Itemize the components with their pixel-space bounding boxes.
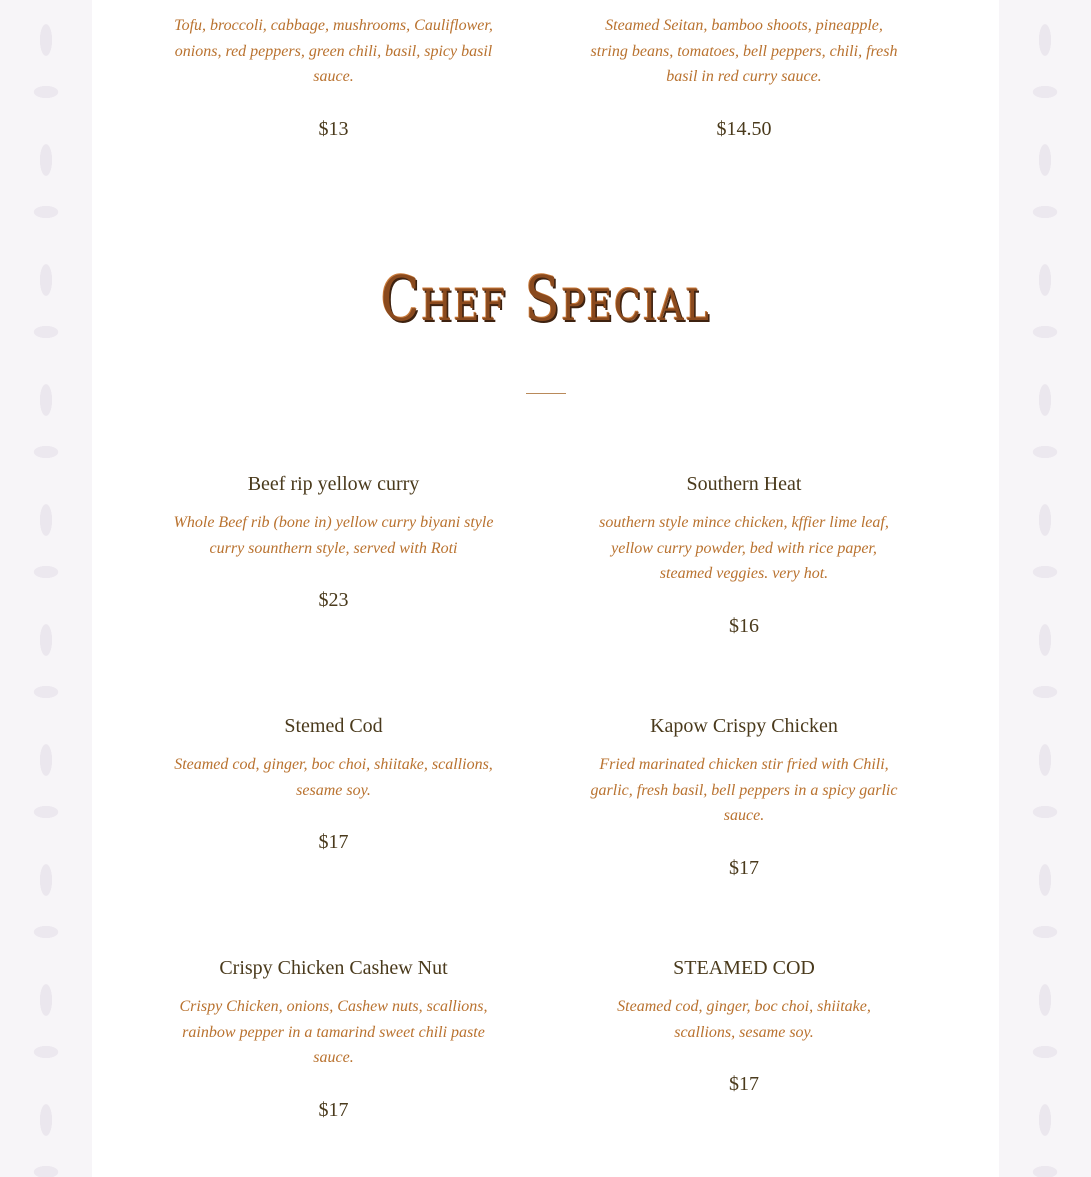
menu-item-description: Whole Beef rib (bone in) yellow curry biyani style curry sounthern style, served with Roti xyxy=(173,514,494,557)
menu-item-price: $17 xyxy=(318,1098,349,1121)
section-title: Chef Special xyxy=(380,262,711,335)
menu-item-name: Southern Heat xyxy=(686,473,802,495)
menu-item-name: Beef rip yellow curry xyxy=(247,473,420,495)
menu-item-price: $16 xyxy=(729,614,759,637)
menu-item-price: $17 xyxy=(318,831,349,854)
menu-item xyxy=(588,956,900,1096)
menu-item xyxy=(588,13,900,141)
menu-item-description: Fried marinated chicken stir fried with Chili, garlic, fresh basil, bell peppers in a spicy garlic sauce. xyxy=(590,756,898,825)
menu-item xyxy=(168,472,499,612)
menu-item xyxy=(168,714,499,854)
menu-item xyxy=(588,714,900,880)
menu-item-name: Stemed Cod xyxy=(284,715,383,737)
menu-item-description: Steamed Seitan, bamboo shoots, pineapple, string beans, tomatoes, bell peppers, chili, fresh basil in red curry sauce. xyxy=(590,17,898,86)
menu-item-name: Kapow Crispy Chicken xyxy=(650,715,838,737)
menu-item-description: Steamed cod, ginger, boc choi, shiitake, scallions, sesame soy. xyxy=(174,756,493,799)
menu-item-price: $13 xyxy=(318,117,349,140)
menu-item-description: Crispy Chicken, onions, Cashew nuts, scallions, rainbow pepper in a tamarind sweet chili paste sauce. xyxy=(179,998,488,1067)
menu-item xyxy=(588,472,900,638)
menu-item xyxy=(168,13,499,141)
menu-item-description: Tofu, broccoli, cabbage, mushrooms, Cauliflower, onions, red peppers, green chili, basil, spicy basil sauce. xyxy=(174,17,493,86)
menu-item-name: STEAMED COD xyxy=(673,957,815,979)
menu-item-price: $23 xyxy=(318,589,349,612)
section-divider xyxy=(526,393,566,394)
menu-item-name: Crispy Chicken Cashew Nut xyxy=(219,957,448,979)
menu-item-price: $17 xyxy=(729,1073,759,1096)
menu-item-price: $14.50 xyxy=(716,117,772,140)
menu-item-description: southern style mince chicken, kffier lime leaf, yellow curry powder, bed with rice paper, steamed veggies. very hot. xyxy=(599,514,889,583)
menu-item xyxy=(168,956,499,1122)
menu-item-price: $17 xyxy=(729,856,759,879)
menu-item-description: Steamed cod, ginger, boc choi, shiitake, scallions, sesame soy. xyxy=(617,998,871,1041)
